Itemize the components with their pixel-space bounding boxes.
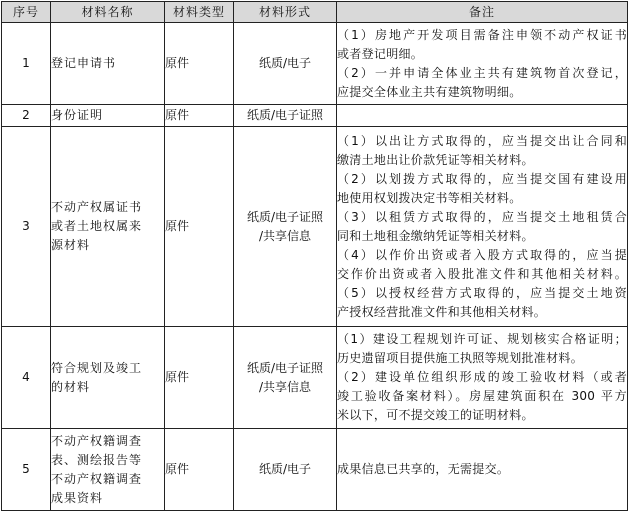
materials-table [1, 1, 628, 511]
row-number: 5 [2, 429, 51, 511]
note-line: （4）以作价出资或者入股方式取得的，应当提 [337, 247, 627, 262]
note-line: 应提交全体业主共有建筑物明细。 [337, 84, 522, 99]
header-no: 序号 [2, 2, 51, 23]
material-form-line: 纸质/电子 [258, 56, 312, 70]
material-type: 原件 [165, 127, 234, 327]
note-line: （1）以出让方式取得的，应当提交出让合同和 [337, 133, 627, 148]
material-name-line: 源材料 [51, 238, 91, 252]
row-number: 4 [2, 327, 51, 429]
note-line: （2）建设单位组织形成的竣工验收材料（或者 [337, 370, 627, 384]
note-line: （1）建设工程规划许可证、规划核实合格证明； [337, 332, 627, 346]
material-note [337, 23, 628, 105]
material-note [337, 327, 628, 429]
row-number: 3 [2, 127, 51, 327]
table-row [2, 327, 628, 429]
material-note [337, 127, 628, 327]
note-line: 缴清土地出让价款凭证等相关材料。 [337, 152, 534, 167]
material-form [234, 327, 337, 429]
material-name-line: 成果资料 [51, 490, 104, 505]
material-name [51, 127, 165, 327]
material-type: 原件 [165, 23, 234, 105]
header-form: 材料形式 [234, 2, 337, 23]
material-note [337, 429, 628, 511]
material-name [51, 105, 165, 127]
note-line: 历史遗留项目提供施工执照等规划批准材料。 [337, 351, 584, 365]
note-line: 米以下，可不提交竣工的证明材料。 [337, 408, 534, 422]
table-row [2, 23, 628, 105]
material-name [51, 429, 165, 511]
note-line: 交作价出资或者入股批准文件和其他相关材料。 [337, 266, 627, 281]
material-type: 原件 [165, 105, 234, 127]
note-line: （1）房地产开发项目需备注申领不动产权证书 [337, 27, 627, 42]
header-name: 材料名称 [51, 2, 165, 23]
header-type: 材料类型 [165, 2, 234, 23]
material-name-line: 身份证明 [51, 108, 104, 122]
material-note [337, 105, 628, 127]
material-name-line: 符合规划及竣工 [51, 360, 143, 375]
note-line: （2）一并申请全体业主共有建筑物首次登记， [337, 65, 627, 80]
table-header-row [2, 2, 628, 23]
material-form [234, 429, 337, 511]
note-line: （3）以租赁方式取得的，应当提交土地租赁合 [337, 209, 627, 224]
material-name-line: 不动产权籍调查 [51, 433, 143, 448]
material-form-line: /共享信息 [258, 379, 312, 394]
material-form [234, 127, 337, 327]
material-form-line: 纸质/电子证照 [246, 108, 324, 122]
material-type: 原件 [165, 429, 234, 511]
material-form-line: 纸质/电子证照 [246, 209, 324, 224]
note-line: 产授权经营批准文件和其他相关材料。 [337, 304, 547, 319]
material-form [234, 105, 337, 127]
material-name-line: 登记申请书 [51, 56, 117, 70]
material-name [51, 23, 165, 105]
material-form-line: 纸质/电子证照 [246, 360, 324, 375]
note-line: 成果信息已共享的，无需提交。 [337, 462, 510, 476]
material-name [51, 327, 165, 429]
row-number: 1 [2, 23, 51, 105]
note-line: 同和土地租金缴纳凭证等相关材料。 [337, 228, 534, 243]
material-form-line: /共享信息 [258, 228, 312, 243]
material-name-line: 或者土地权属来 [51, 219, 143, 233]
material-type: 原件 [165, 327, 234, 429]
note-line: 竣工验收备案材料）。房屋建筑面积在 300 平方 [337, 389, 627, 403]
table-row [2, 127, 628, 327]
table-row [2, 105, 628, 127]
note-line: 地使用权划拨决定书等相关材料。 [337, 190, 522, 205]
material-name-line: 的材料 [51, 379, 91, 394]
header-note: 备注 [337, 2, 628, 23]
note-line: （5）以授权经营方式取得的，应当提交土地资 [337, 285, 627, 300]
material-form [234, 23, 337, 105]
material-name-line: 不动产权籍调查 [51, 471, 143, 486]
row-number: 2 [2, 105, 51, 127]
material-form-line: 纸质/电子 [258, 462, 312, 476]
material-name-line: 表、测绘报告等 [51, 452, 143, 467]
table-row [2, 429, 628, 511]
note-line: （2）以划拨方式取得的，应当提交国有建设用 [337, 171, 627, 186]
note-line: 或者登记明细。 [337, 46, 424, 61]
material-name-line: 不动产权属证书 [51, 200, 143, 214]
